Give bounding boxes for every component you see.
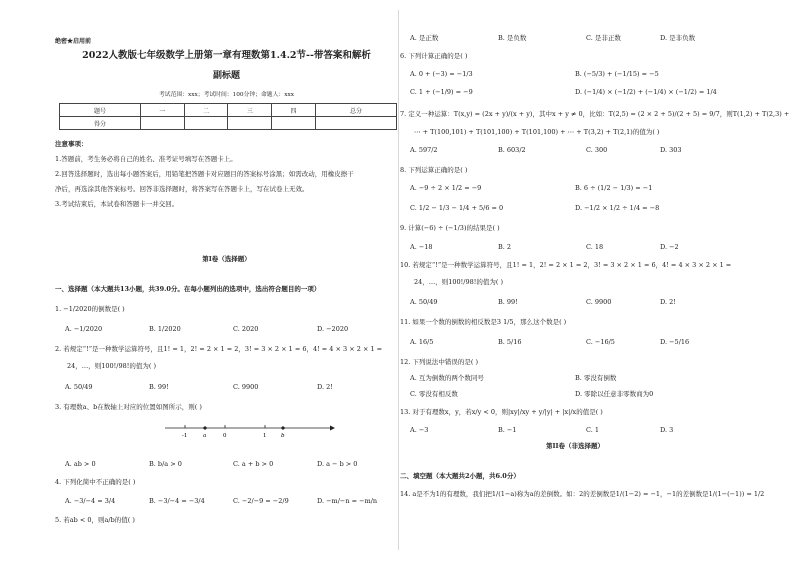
option-d[interactable]: D. −2020: [317, 325, 349, 333]
axis-label: b: [281, 433, 285, 439]
notes-heading: 注意事项：: [55, 140, 88, 148]
question-stem: 9. 计算(−6) ÷ (−1/3)的结果是( ): [400, 224, 500, 232]
exam-subtitle: 副标题: [212, 71, 240, 81]
option-d[interactable]: D. 3: [660, 426, 674, 434]
option-b[interactable]: B. 是负数: [498, 34, 527, 42]
axis-label: 1: [263, 433, 267, 439]
score-cell: 三: [228, 104, 272, 117]
point-a: [203, 426, 206, 429]
score-cell: 四: [272, 104, 316, 117]
option-b[interactable]: B. 零没有倒数: [575, 374, 617, 382]
option-b[interactable]: B. b/a > 0: [149, 460, 182, 468]
score-cell[interactable]: [141, 117, 185, 130]
option-b[interactable]: B. −1: [498, 426, 517, 434]
exam-info: 考试范围：xxx；考试时间：100分钟；命题人：xxx: [158, 92, 295, 98]
question-stem: 13. 对于有理数x，y，若x/y < 0，则|xy|/xy + y/|y| + |x|/x的值是( ): [400, 408, 603, 416]
question-stem: 5. 若ab < 0，则a/b的值( ): [55, 516, 135, 524]
option-a[interactable]: A. −3/−4 = 3/4: [65, 497, 116, 505]
option-d[interactable]: D. 零除以任意非零数商为0: [575, 390, 654, 398]
secret-label: 绝密★启用前: [55, 38, 92, 45]
option-b[interactable]: B. −3/−4 = −3/4: [149, 497, 205, 505]
exam-title: 2022人教版七年级数学上册第一章有理数第1.4.2节--带答案和解析: [82, 50, 371, 61]
score-cell[interactable]: [315, 117, 396, 130]
question-stem: 3. 有理数a、b在数轴上对应的位置如图所示，则( ): [55, 403, 202, 411]
note-item: 净后，再选涂其他答案标号。回答非选择题时，将答案写在答题卡上，写在试卷上无效。: [55, 185, 309, 193]
option-c[interactable]: C. 是非正数: [586, 34, 621, 42]
option-c[interactable]: C. −16/5: [586, 338, 615, 346]
number-line-figure: [165, 420, 335, 440]
option-a[interactable]: A. 50/49: [410, 298, 438, 306]
question-stem: 4. 下列化简中不正确的是( ): [55, 478, 136, 486]
point-b: [281, 426, 284, 429]
section-heading: 二、填空题（本大题共2小题，共6.0分）: [400, 472, 520, 480]
option-d[interactable]: D. 2!: [317, 383, 333, 391]
score-cell: 一: [141, 104, 185, 117]
option-c[interactable]: C. 1: [586, 426, 600, 434]
column-divider: [398, 10, 399, 550]
option-a[interactable]: A. −9 ÷ 2 × 1/2 = −9: [410, 184, 482, 192]
question-stem-cont: 24，…，则100!/98!的值为( ): [67, 362, 157, 370]
option-a[interactable]: A. 597/2: [410, 146, 438, 154]
part1-title: 第I卷（选择题）: [202, 255, 251, 263]
option-c[interactable]: C. 零没有相反数: [410, 390, 458, 398]
question-stem-cont: 24，…，则100!/98!的值为( ): [414, 278, 504, 286]
option-d[interactable]: D. (−1/4) × (−1/2) + (−1/4) × (−1/2) = 1/4: [575, 88, 717, 96]
score-cell[interactable]: [228, 117, 272, 130]
question-stem: 11. 如果一个数的倒数的相反数是3 1/5，那么这个数是( ): [400, 318, 567, 326]
option-c[interactable]: C. 1 + (−1/9) = −9: [410, 88, 473, 96]
question-stem: 1. −1/2020的倒数是( ): [55, 305, 125, 313]
axis-label: -1: [182, 433, 188, 439]
option-b[interactable]: B. (−5/3) + (−1/15) = −5: [575, 70, 659, 78]
option-b[interactable]: B. 6 ÷ (1/2 − 1/3) = −1: [575, 184, 653, 192]
score-table: [59, 103, 397, 130]
option-d[interactable]: D. −m/−n = −m/n: [317, 497, 378, 505]
note-item: 1.答题前，考生务必将自己的姓名、准考证号填写在答题卡上。: [55, 155, 237, 163]
option-a[interactable]: A. 16/5: [410, 338, 434, 346]
option-c[interactable]: C. a + b > 0: [233, 460, 274, 468]
section-heading: 一、选择题（本大题共13小题，共39.0分。在每小题列出的选项中，选出符合题目的一项）: [55, 285, 321, 293]
option-d[interactable]: D. 303: [660, 146, 682, 154]
question-stem: 10. 若规定“!”是一种数学运算符号，且1! = 1，2! = 2 × 1 = 2，3! = 3 × 2 × 1 = 6，4! = 4 × 3 × 2 × 1 =: [400, 261, 732, 269]
score-table-row: [60, 104, 397, 117]
note-item: 3.考试结束后，本试卷和答题卡一并交回。: [55, 200, 179, 208]
score-table-row: [60, 117, 397, 130]
option-a[interactable]: A. 50/49: [65, 383, 93, 391]
option-b[interactable]: B. 603/2: [498, 146, 526, 154]
option-c[interactable]: C. 9900: [233, 383, 259, 391]
option-a[interactable]: A. −1/2020: [65, 325, 103, 333]
axis-label: a: [203, 433, 207, 439]
score-cell[interactable]: [272, 117, 316, 130]
question-stem: 6. 下列计算正确的是( ): [400, 52, 468, 60]
question-stem: 8. 下列运算正确的是( ): [400, 166, 468, 174]
score-cell: 总分: [315, 104, 396, 117]
score-cell: 得分: [60, 117, 141, 130]
option-b[interactable]: B. 99!: [149, 383, 169, 391]
option-d[interactable]: D. a − b > 0: [317, 460, 358, 468]
option-c[interactable]: C. −2/−9 = −2/9: [233, 497, 289, 505]
option-b[interactable]: B. 99!: [498, 298, 518, 306]
question-stem: 7. 定义一种运算：T(x,y) = (2x + y)/(x + y)，其中x + y ≠ 0，比如：T(2,5) = (2 × 2 + 5)/(2 + 5) = 9/7，则T(1,2) + T(2,3) +: [400, 110, 790, 118]
option-c[interactable]: C. 18: [586, 243, 604, 251]
number-line-arrow: [330, 426, 335, 431]
option-a[interactable]: A. 0 + (−3) = −1/3: [410, 70, 473, 78]
score-cell: 二: [184, 104, 228, 117]
option-c[interactable]: C. 2020: [233, 325, 259, 333]
note-item: 2.回答选择题时，选出每小题答案后，用铅笔把答题卡对应题目的答案标号涂黑；如需改动，用橡皮擦干: [55, 170, 354, 178]
option-c[interactable]: C. 1/2 − 1/3 − 1/4 + 5/6 = 0: [410, 204, 504, 212]
option-d[interactable]: D. −5/16: [660, 338, 690, 346]
option-d[interactable]: D. 是非负数: [660, 34, 696, 42]
question-stem: 2. 若规定“!”是一种数学运算符号，且1! = 1，2! = 2 × 1 = 2，3! = 3 × 2 × 1 = 6，4! = 4 × 3 × 2 × 1 =: [55, 345, 383, 353]
question-stem: 12. 下列说法中错误的是( ): [400, 358, 479, 366]
option-c[interactable]: C. 9900: [586, 298, 612, 306]
option-b[interactable]: B. 5/16: [498, 338, 522, 346]
option-a[interactable]: A. −18: [410, 243, 433, 251]
option-a[interactable]: A. 是正数: [410, 34, 439, 42]
option-a[interactable]: A. −3: [410, 426, 429, 434]
option-d[interactable]: D. −2: [660, 243, 679, 251]
score-cell[interactable]: [184, 117, 228, 130]
option-a[interactable]: A. 互为倒数的两个数同号: [410, 374, 484, 382]
option-b[interactable]: B. 2: [498, 243, 512, 251]
score-cell: 题号: [60, 104, 141, 117]
option-d[interactable]: D. 2!: [660, 298, 676, 306]
option-c[interactable]: C. 300: [586, 146, 608, 154]
question-stem-cont: ⋯ + T(100,101) + T(101,100) + T(101,100) + ⋯ + T(3,2) + T(2,1)的值为( ): [414, 128, 660, 136]
option-a[interactable]: A. ab > 0: [65, 460, 96, 468]
option-b[interactable]: B. 1/2020: [149, 325, 181, 333]
part2-title: 第II卷（非选择题）: [545, 442, 605, 450]
axis-label: 0: [223, 433, 227, 439]
question-stem: 14. a是不为1的有理数，我们把1/(1−a)称为a的差倒数。如：2的差倒数是1/(1−2) = −1，−1的差倒数是1/(1−(−1)) = 1/2: [400, 490, 765, 498]
option-d[interactable]: D. −1/2 × 1/2 ÷ 1/4 = −8: [575, 204, 660, 212]
